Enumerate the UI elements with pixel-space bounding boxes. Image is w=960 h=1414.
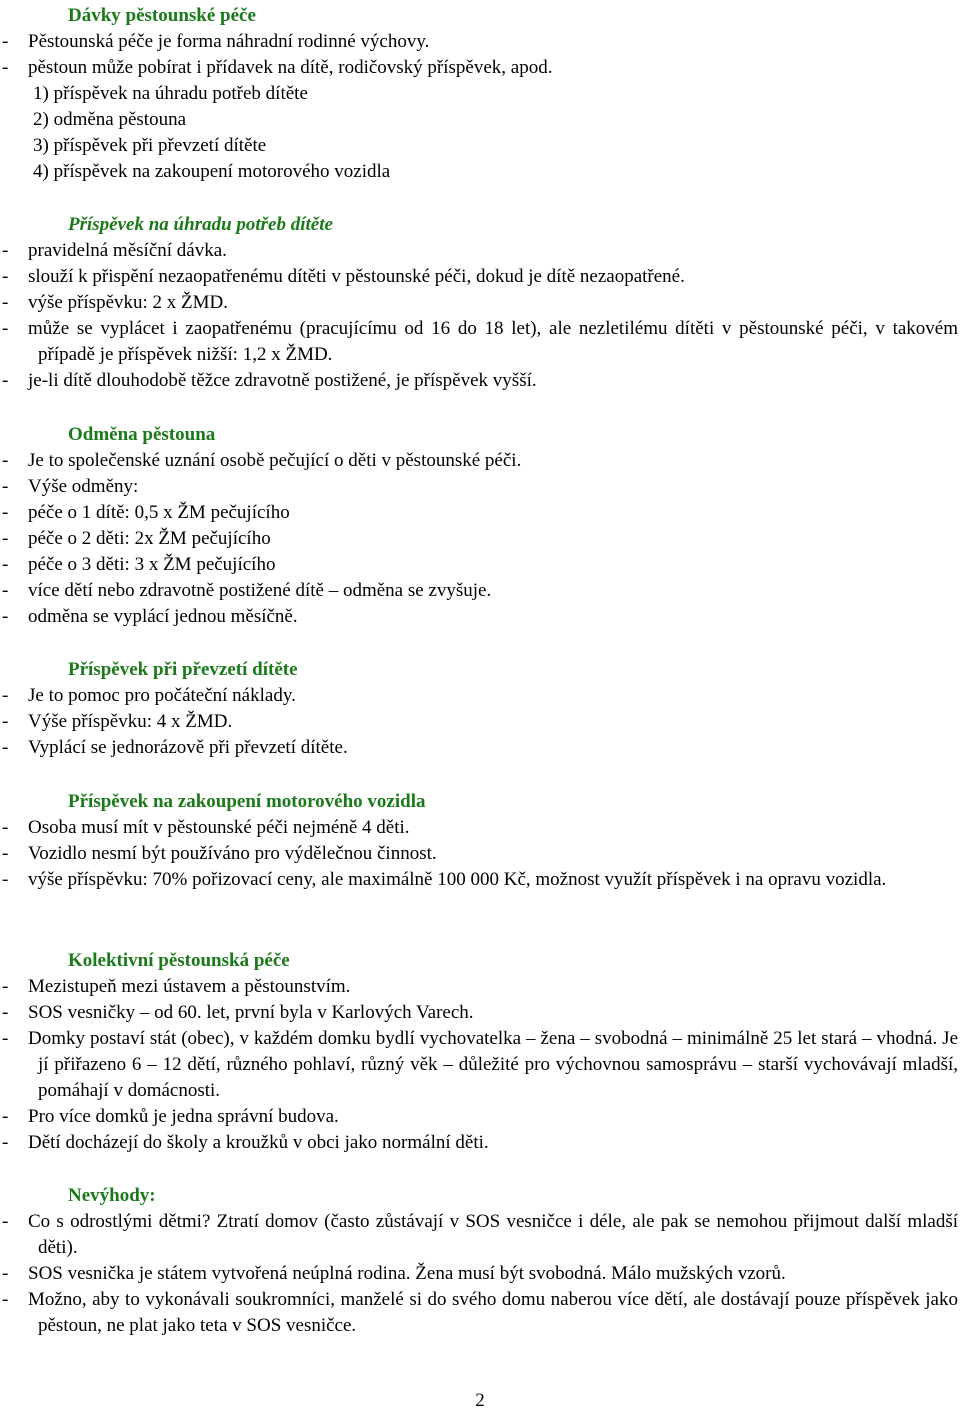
numbered-list [0,81,960,185]
section-title: Příspěvek na zakoupení motorového vozidla [68,791,426,812]
list-item: - péče o 1 dítě: 0,5 x ŽM pečujícího [2,502,290,523]
list-item: - odměna se vyplácí jednou měsíčně. [2,606,298,627]
bullet-list [0,238,960,394]
list-item: - Osoba musí mít v pěstounské péči nejméně 4 děti. [2,817,410,838]
list-item: - slouží k přispění nezaopatřenému dítěti v pěstounské péči, dokud je dítě nezaopatřené. [2,266,685,287]
list-item: - Výše odměny: [2,476,139,497]
bullet-list [0,448,960,630]
bullet-list [0,29,960,81]
section-uhrada [0,212,960,394]
section-odmena [0,422,960,630]
section-title: Odměna pěstouna [68,424,216,445]
list-item: - Domky postaví stát (obec), v každém domku bydlí vychovatelka – žena – svobodná – minimálně 25 let stará – vhodná. Je jí přiřazeno 6 – 12 dětí, různého pohlaví, různý věk – důležité pro výchovnou samosprávu – starší vychovávají mladší, pomáhají v domácnosti. [2,1028,958,1101]
bullet-list [0,683,960,761]
list-item: - je-li dítě dlouhodobě těžce zdravotně postižené, je příspěvek vyšší. [2,370,537,391]
list-item: - Je to pomoc pro počáteční náklady. [2,685,296,706]
section-kolektivni [0,948,960,1156]
bullet-list [0,1209,960,1339]
list-item: - Vozidlo nesmí být používáno pro výdělečnou činnost. [2,843,437,864]
section-title: Dávky pěstounské péče [68,5,256,26]
list-item: - Pro více domků je jedna správní budova. [2,1106,339,1127]
list-item: - SOS vesničky – od 60. let, první byla v Karlových Varech. [2,1002,474,1023]
numbered-item: 2) odměna pěstouna [33,109,187,130]
section-title: Kolektivní pěstounská péče [68,950,290,971]
list-item: - SOS vesnička je státem vytvořená neúplná rodina. Žena musí být svobodná. Málo mužských vzorů. [2,1263,786,1284]
list-item: - Možno, aby to vykonávali soukromníci, manželé si do svého domu naberou více dětí, ale dostávají pouze příspěvek jako pěstoun, ne plat jako teta v SOS vesničce. [2,1289,958,1336]
list-item: - Pěstounská péče je forma náhradní rodinné výchovy. [2,31,430,52]
numbered-item: 1) příspěvek na úhradu potřeb dítěte [33,83,308,104]
section-davky [0,3,960,185]
bullet-list [0,974,960,1156]
list-item: - pěstoun může pobírat i přídavek na dítě, rodičovský příspěvek, apod. [2,57,553,78]
list-item: - pravidelná měsíční dávka. [2,240,227,261]
list-item: - péče o 2 děti: 2x ŽM pečujícího [2,528,271,549]
list-item: - Dětí docházejí do školy a kroužků v obci jako normální děti. [2,1132,489,1153]
page-number: 2 [475,1390,485,1411]
list-item: - Co s odrostlými dětmi? Ztratí domov (často zůstávají v SOS vesničce i déle, ale pak se nemohou přijmout další mladší děti). [2,1211,958,1258]
numbered-item: 4) příspěvek na zakoupení motorového vozidla [33,161,391,182]
section-title: Příspěvek při převzetí dítěte [68,659,298,680]
list-item: - více dětí nebo zdravotně postižené dítě – odměna se zvyšuje. [2,580,492,601]
numbered-item: 3) příspěvek při převzetí dítěte [33,135,267,156]
section-title: Příspěvek na úhradu potřeb dítěte [68,214,333,235]
bullet-list [0,815,960,893]
list-item: - výše příspěvku: 70% pořizovací ceny, ale maximálně 100 000 Kč, možnost využít příspěvek i na opravu vozidla. [2,869,887,890]
section-nevyhody [0,1183,960,1339]
section-prevzeti [0,657,960,761]
list-item: - péče o 3 děti: 3 x ŽM pečujícího [2,554,276,575]
list-item: - Mezistupeň mezi ústavem a pěstounstvím. [2,976,351,997]
list-item: - Je to společenské uznání osobě pečující o děti v pěstounské péči. [2,450,522,471]
list-item: - Vyplácí se jednorázově při převzetí dítěte. [2,737,348,758]
list-item: - Výše příspěvku: 4 x ŽMD. [2,711,233,732]
section-title: Nevýhody: [68,1185,156,1206]
list-item: - může se vyplácet i zaopatřenému (pracujícímu od 16 do 18 let), ale nezletilému dítěti v pěstounské péči, v takovém případě je příspěvek nižší: 1,2 x ŽMD. [2,318,958,365]
section-vozidlo [0,789,960,893]
list-item: - výše příspěvku: 2 x ŽMD. [2,292,229,313]
